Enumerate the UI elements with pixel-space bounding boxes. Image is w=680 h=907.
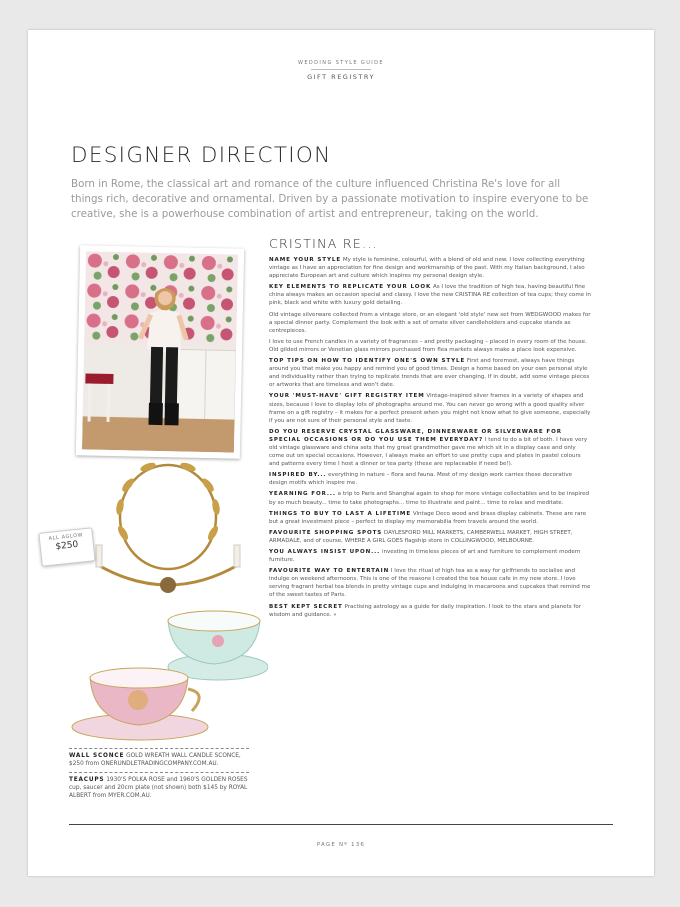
credit-label: WALL SCONCE	[69, 753, 125, 759]
page-number: PAGE Nº 136	[316, 842, 366, 848]
product-image	[68, 445, 268, 745]
price-tag-label: ALL AGLOW	[48, 532, 84, 542]
subsection-label: GIFT REGISTRY	[307, 73, 375, 81]
qa-paragraph: DO YOU RESERVE CRYSTAL GLASSWARE, DINNERWARE OR SILVERWARE FOR SPECIAL OCCASIONS OR DO YOU USE THEM EVERYDAY? I tend to do a bit of both. I have very old vintage glassware and china sets that my great grandmother gave me which sit in a display case and only come out on special occasions. However, I always make an effort to use pretty cups and plates in pastel colours and patterns every time I host a dinner or tea party (these are replaceable if need be!).	[269, 428, 588, 468]
portrait-illustration	[82, 251, 238, 452]
credit-wall-sconce	[69, 748, 249, 769]
price-tag	[38, 527, 95, 566]
magazine-page	[28, 30, 654, 876]
qa-paragraph: YOUR 'MUST-HAVE' GIFT REGISTRY ITEM Vintage-inspired silver frames in a variety of shapes and sizes, because I love to display lots of photographs around me. You can never go wrong with a good quality silver frame on a gift registry – it makes for a perfect present when you might not know what to give someone, especially if you are not sure of their personal style and taste.	[269, 393, 591, 424]
interview-column	[269, 236, 592, 622]
qa-paragraph: YEARNING FOR... a trip to Paris and Shanghai again to shop for more vintage collectables and to be inspired by so much beauty... time to take photographs... time to illustrate and paint... time to relax and meditate.	[269, 491, 590, 506]
qa-paragraph: I love to use French candles in a variety of fragrances – and pretty packaging – placed in every room of the house. Old gilded mirrors or Venetian glass mirrors purchased from flea markets always make a place look expensive.	[269, 338, 587, 353]
sconce-and-teacups-illustration	[68, 445, 268, 745]
qa-paragraph: TOP TIPS ON HOW TO IDENTIFY ONE'S OWN STYLE First and foremost, always have things around you that make you happy and remind you of good times. Design a home based on your own personal style and individuality rather than trying to replicate trends that are ever changing. If in doubt, add some vintage pieces or artworks that are timeless and won't date.	[269, 358, 590, 389]
qa-paragraph: KEY ELEMENTS TO REPLICATE YOUR LOOK As I love the tradition of high tea, having beautiful fine china always makes an occasion special and classy. I love the new CRISTINA RE collection of tea cups; they come in pink, black and white with luxury gold detailing.	[269, 284, 591, 307]
footer-rule	[69, 824, 613, 825]
credit-text: GOLD WREATH WALL CANDLE SCONCE, $250 from ONERUNDLETRADINGCOMPANY.COM.AU.	[69, 753, 241, 768]
qa-paragraph: Old vintage silverware collected from a vintage store, or an elegant 'old style' new set from WEDGWOOD makes for a special dinner party. Complement the look with a set of ornate silver candleholders and cupcake stands as centrepieces.	[269, 311, 591, 334]
qa-paragraph: THINGS TO BUY TO LAST A LIFETIME Vintage Deco wood and brass display cabinets. These are rare but a great investment piece – perfect to display my memorabilia from travels around the world.	[269, 510, 587, 525]
price-tag-price: $250	[54, 539, 79, 553]
credit-text: 1930'S POLKA ROSE and 1960'S GOLDEN ROSES cup, saucer and 20cm plate (not shown) both $145 by ROYAL ALBERT from MYER.COM.AU.	[69, 776, 248, 800]
qa-paragraph: YOU ALWAYS INSIST UPON... investing in timeless pieces of art and furniture to complement modern furniture.	[269, 549, 581, 564]
qa-paragraph: NAME YOUR STYLE My style is feminine, colourful, with a blend of old and new. I love collecting everything vintage as I have an appreciation for fine design and workmanship of the past. With my Italian background, I also appreciate European art and culture which inspires my personal design style.	[269, 257, 585, 280]
section-label: WEDDING STYLE GUIDE	[298, 60, 384, 66]
product-credits	[69, 748, 249, 803]
qa-paragraph: FAVOURITE SHOPPING SPOTS DAYLESFORD MILL MARKETS, CAMBERWELL MARKET, HIGH STREET, ARMADALE, and of course, WHERE A GIRL GOES flagship store in COLLINGWOOD, MELBOURNE.	[269, 529, 573, 544]
portrait-photo	[76, 245, 244, 458]
page-title: DESIGNER DIRECTION	[71, 143, 332, 168]
qa-paragraph: BEST KEPT SECRET Practising astrology as a guide for daily inspiration. I look to the stars and planets for wisdom and guidance. »	[269, 603, 582, 618]
intro-paragraph: Born in Rome, the classical art and romance of the culture influenced Christina Re's love for all things rich, decorative and ornamental. Driven by a passionate motivation to inspire everyone to be creative, she is a powerhouse combination of artist and entrepreneur, taking on the world.	[71, 178, 589, 220]
section-header	[28, 60, 654, 81]
header-rule	[311, 69, 371, 70]
qa-paragraph: FAVOURITE WAY TO ENTERTAIN I love the ritual of high tea as a way for girlfriends to socialise and indulge on weekend afternoons. This is one of the reasons I created the tea house cafe in my new store. I love serving fragrant herbal tea blends in pretty vintage cups and indulging in macaroons and cupcakes that remind me of the sweet tastes of Paris.	[269, 568, 591, 599]
qa-paragraph: INSPIRED BY... everything in nature – flora and fauna. Most of my design work carries these decorative design motifs which inspire me.	[269, 472, 573, 487]
interview-heading: CRISTINA RE...	[269, 236, 378, 251]
credit-label: TEACUPS	[69, 776, 105, 783]
credit-teacups	[69, 772, 249, 801]
